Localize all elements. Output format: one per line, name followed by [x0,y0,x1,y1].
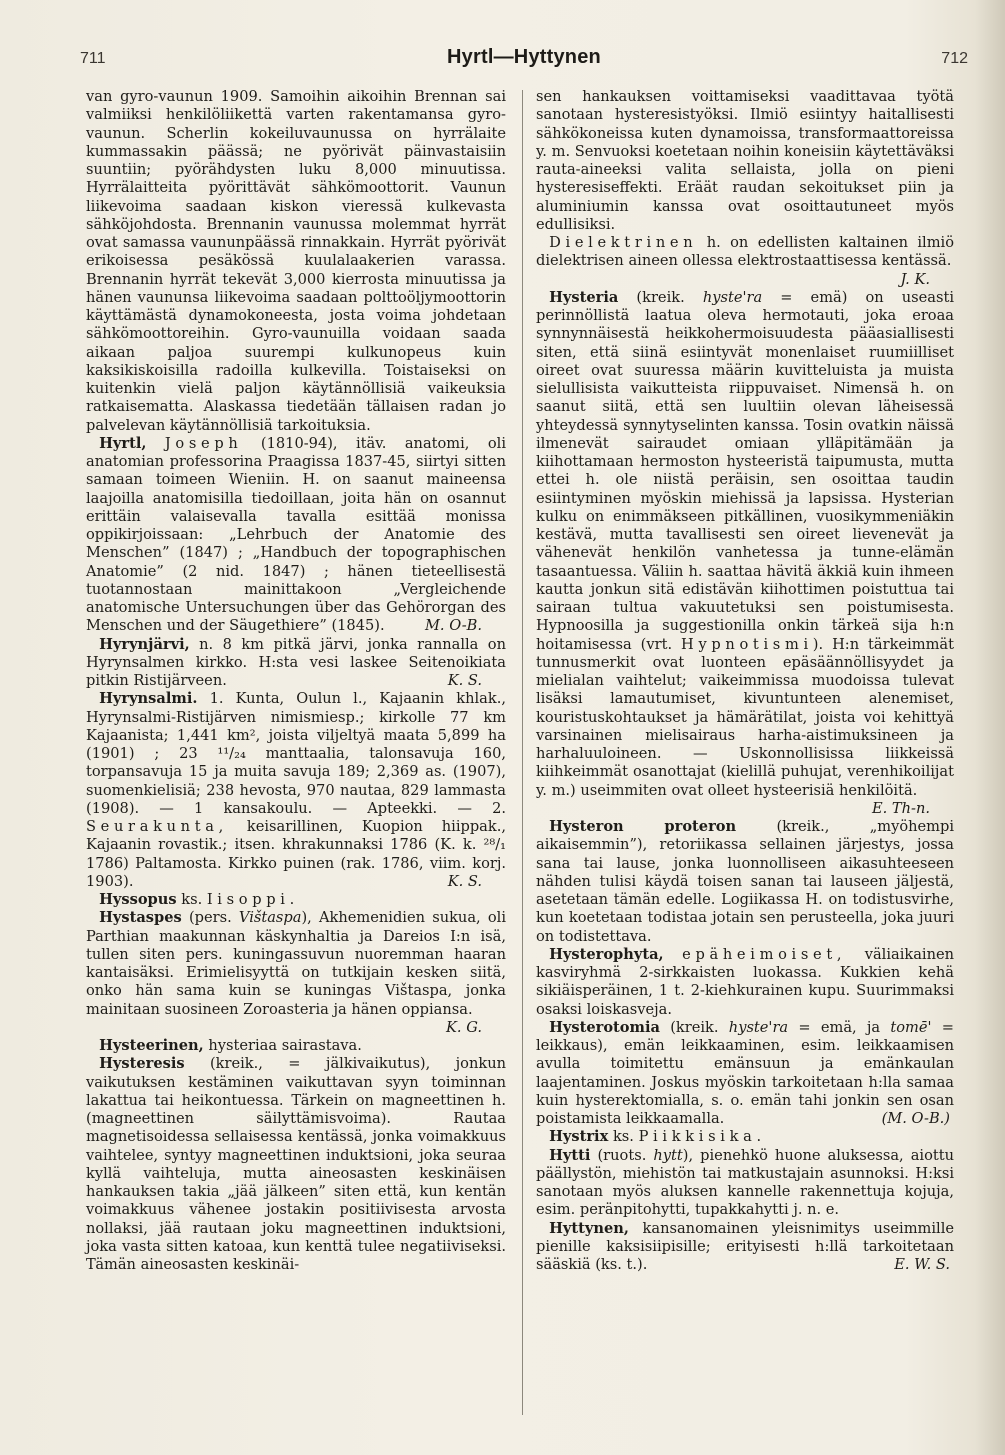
author-signature: E. W. S. [894,1256,950,1273]
author-signature: (M. O-B.) [881,1110,950,1127]
page-title: Hyrtl—Hyttynen [447,46,601,68]
entry-hyssopus: Hyssopus ks. Iisoppi. [99,891,299,908]
entry-dielektrinen: Dielektrinen h. on edellisten kaltainen ilmiö dielektrisen aineen ollessa elektrostaattisessa kentässä. J. K. [536,234,955,288]
author-signature: M. O-B. [424,617,482,635]
author-signature: K. G. [446,1018,482,1036]
entry-hyrynjarvi: Hyrynjärvi, n. 8 km pitkä järvi, jonka rannalla on Hyrynsalmen kirkko. H:sta vesi laskee Seitenoikiata pitkin Ristijärveen. K. S. [86,635,506,689]
headword-hyttynen: Hyttynen, [549,1219,629,1237]
entry-hyrynsalmi: Hyrynsalmi. 1. Kunta, Oulun l., Kajaanin khlak., Hyrynsalmi-Ristijärven nimismiesp.; kirkolle 77 km Kajaanista; 1,441 km², joista viljeltyä maata 5,899 ha (1901) ; 23 ¹¹/₂₄ manttaalia, talonsavuja 160, torpansavuja 15 ja muita savuja 189; 2,369 as. (1907), suomenkielisiä; 238 hevosta, 970 nautaa, 829 lammasta (1908). — 1 kansakoulu. — Apteekki. — 2. Seurakunta, keisarillinen, Kuopion hiippak., Kajaanin rovastik.; itsen. khrakunnaksi 1786 (K. k. ²⁸/₁ 1786) Paltamosta. Kirkko puinen (rak. 1786, viim. korj. 1903). K. S. [86,690,507,890]
entry-hyttynen: Hyttynen, kansanomainen yleisnimitys useimmille pienille kaksisiipisille; erityisesti h:llä tarkoitetaan sääskiä (ks. t.). E. W. S. [536,1219,955,1273]
entry-hyrtl: Hyrtl, Joseph (1810-94), itäv. anatomi, oli anatomian professorina Praagissa 1837-45, siirtyi sitten samaan toimeen Wieniin. H. on saanut maineensa laajoilla anatomisilla tiedoillaan, joita hän on osannut erittäin valaisevalla tavalla esittää monissa oppikirjoissaan: „Lehrbuch der Anatomie des Menschen” (1847) ; „Handbuch der topographischen Anatomie” (2 nid. 1847) ; hänen tieteellisestä tuotannostaan mainittakoon „Vergleichende anatomische Untersuchungen über das Gehörorgan des Menschen und der Säugethiere” (1845). M. O-B. [86,434,507,635]
right-column [536,88,954,1274]
headword-hysteria: Hysteria [549,288,619,306]
headword-hysteron-proteron: Hysteron proteron [549,818,737,835]
left-column [86,88,506,1274]
headword-hyssopus: Hyssopus [99,891,177,908]
headword-hytti: Hytti [549,1146,591,1164]
headword-hyrynsalmi: Hyrynsalmi. [99,690,198,708]
author-signature: E. Th-n. [871,799,930,817]
entry-continuation-hysteresis: sen hankauksen voittamiseksi vaadittavaa työtä sanotaan hysteresistyöksi. Ilmiö esiintyy haitallisesti sähkökoneissa kuten dynamoissa, transformaattoreissa y. m. Senvuoksi koetetaan noihin koneisiin käytettäväksi rauta-aineeksi valita sellaista, jolla on pieni hysteresiseffekti. Eräät raudan sekoitukset piin ja aluminiumin kanssa ovat osoittautuneet myös edullisiksi. [536,88,954,233]
page-header [80,46,968,70]
headword-hysterotomia: Hysterotomia [549,1018,660,1036]
entry-hytti: Hytti (ruots. hytt), pienehkö huone aluksessa, aiottu päällystön, miehistön tai matkustajain asunnoksi. H:ksi sanotaan myös aluksen kannelle rakennettuja kojuja, esim. peränpitohytti, tupakkahytti j. n. e. [536,1146,955,1219]
headword-hyrtl: Hyrtl, [99,434,147,452]
headword-hystrix: Hystrix [549,1128,609,1146]
headword-hysterophyta: Hysterophyta, [549,945,664,963]
entry-hystaspes: Hystaspes (pers. Vištaspa), Akhemenidien sukua, oli Parthian maakunnan käskynhaltia ja Dareios I:n isä, tullen siten pers. kuningassuvun nuoremman haaran kantaisäksi. Erimielisyyttä on tutkijain kesken siitä, onko hän sama kuin se kuningas Vištaspa, jonka mainitaan suosineen Zoroasteria ja hänen oppiansa. K. G. [86,909,506,1036]
entry-hysteerinen: Hysteerinen, hysteriaa sairastava. [99,1037,362,1054]
headword-hysteresis: Hysteresis [99,1055,185,1073]
entry-hysteresis: Hysteresis (kreik., = jälkivaikutus), jonkun vaikutuksen kestäminen vaikuttavan syyn toiminnan lakattua tai heikontuessa. Tärkein on magneettinen h. (magneettinen säilyttämisvoima). Rautaa magnetisoidessa sellaisessa kentässä, jonka voimakkuus vaihtelee, syntyy magneettinen induktsioni, joka seuraa kyllä vaihteluja, mutta aineosasten keskinäisen hankauksen takia „jää jälkeen” siten että, kun kentän voimakkuus vähenee jostakin positiivisesta arvosta nollaksi, jää rautaan joku magneettinen induktsioni, joka vasta sitten katoaa, kun kenttä tulee negatiiviseksi. Tämän aineosasten keskinäi- [86,1055,507,1273]
entry-hysteria: Hysteria (kreik. hyste'ra = emä) on useasti perinnöllistä laatua oleva hermotauti, joka eroaa synnynnäisestä heikkohermoisuudesta pääasiallisesti siten, että siinä esiintyvät monenlaiset ruumiilliset oireet ovat suuressa määrin kuvitteluista ja muista sielullisista vaikutteista riippuvaiset. Nimensä h. on saanut siitä, että sen luultiin olevan läheisessä yhteydessä synnytyselinten kanssa. Tosin ovatkin näissä ilmenevät sairaudet omiaan ylläpitämään ja kiihottamaan hermoston hysteeristä taipumusta, mutta ettei h. ole niistä peräisin, sen osoittaa taudin esiintyminen myöskin miehissä ja lapsissa. Hysterian kulku on enimmäkseen pitkällinen, vuosikymmeniäkin kestävä, mutta tavallisesti sen oireet lievenevät ja vähenevät henkilön vanhetessa ja tunne-elämän tasaantuessa. Väliin h. saattaa hävitä äkkiä kuin ihmeen kautta jonkun sitä edistävän kiihottimen poistuttua tai sairaan tultua vakuutetuksi sen poistumisesta. Hypnoosilla ja suggestionilla onkin tärkeä sija h:n hoitamisessa (vrt. Hypnotismi). H:n tärkeimmät tunnusmerkit ovat luonteen epäsäännöllisyydet ja mielialan vaihtelut; vaikeimmissa muodoissa tulevat lisäksi lamautumiset, kivuntunteen alenemiset, kouristuskohtaukset ja hämärätilat, joista voi kehittyä varsinainen mielisairaus harha-aistimuksineen ja harhaluuloineen. — Uskonnollisissa liikkeissä kiihkeimmät osanottajat (kielillä puhujat, verenhikoilijat y. m.) useimmiten ovat olleet hysteerisiä henkilöitä. E. Th-n. [536,288,955,817]
column-divider [522,90,523,1415]
headword-hysteerinen: Hysteerinen, [99,1037,204,1054]
entry-hystrix: Hystrix ks. Piikkisika. [549,1128,766,1146]
headword-hyrynjarvi: Hyrynjärvi, [99,635,190,653]
page-number-right: 712 [941,50,968,67]
author-signature: K. S. [447,872,482,890]
entry-hysterophyta: Hysterophyta, epäheimoiset, väliaikainen kasviryhmä 2-sirkkaisten luokassa. Kukkien kehä sikiäisperäinen, 1 t. 2-kiehkurainen kupu. Suurimmaksi osaksi loiskasveja. [536,945,955,1018]
headword-hystaspes: Hystaspes [99,909,182,927]
page-number-left: 711 [80,50,106,67]
entry-hysteron-proteron: Hysteron proteron (kreik., „myöhempi aikaisemmin”), retoriikassa sellainen järjestys, jossa sana tai lause, jonka luonnolliseen aikasuhteeseen nähden tulisi käydä toisen sanan tai lauseen jäljestä, asetetaan tämän edelle. Logiikassa H. on todistusvirhe, kun koetetaan todistaa jotain sen perusteella, joka juuri on todistettava. [536,818,955,945]
entry-continuation-gyro: van gyro-vaunun 1909. Samoihin aikoihin Brennan sai valmiiksi henkilöliikettä varten rakentamansa gyro-vaunun. Scherlin kokeiluvaunussa on hyrrälaite kummassakin päässä; ne pyörivät päinvastaisiin suuntiin; pyörähdysten luku 8,000 minuutissa. Hyrrälaitteita pyörittävät sähkömoottorit. Vaunun liikevoima saadaan kiskon vieressä kulkevasta sähköjohdosta. Brennanin vaunussa molemmat hyrrät ovat samassa vaununpäässä rinnakkain. Hyrrät pyörivät erikoisessa pesäkössä kuulalaakerien varassa. Brennanin hyrrät tekevät 3,000 kierrosta minuutissa ja hänen vaununsa liikevoima saadaan polttoöljymoottorin käyttämästä dynamokoneesta, josta voima johdetaan sähkömoottoreihin. Gyro-vaunuilla voidaan saada aikaan paljoa suurempi kulkunopeus kuin kaksikiskoisilla radoilla kulkevilla. Toistaiseksi on kuitenkin vielä paljon käytännöllisiä vaikeuksia ratkaisematta. Alaskassa tiedetään tällaisen radan jo palvelevan käytännöllisiä tarkoituksia. [86,88,506,434]
author-signature: J. K. [900,270,930,288]
entry-hysterotomia: Hysterotomia (kreik. hyste'ra = emä, ja tomē' = leikkaus), emän leikkaaminen, esim. leikkaamisen avulla toimitettu emänsuun ja emänkaulan laajentaminen. Joskus myöskin tarkoitetaan h:lla samaa kuin hysterektomialla, s. o. emän tahi jonkin sen osan poistamista leikkaamalla. (M. O-B.) [536,1018,955,1127]
author-signature: K. S. [447,672,482,689]
